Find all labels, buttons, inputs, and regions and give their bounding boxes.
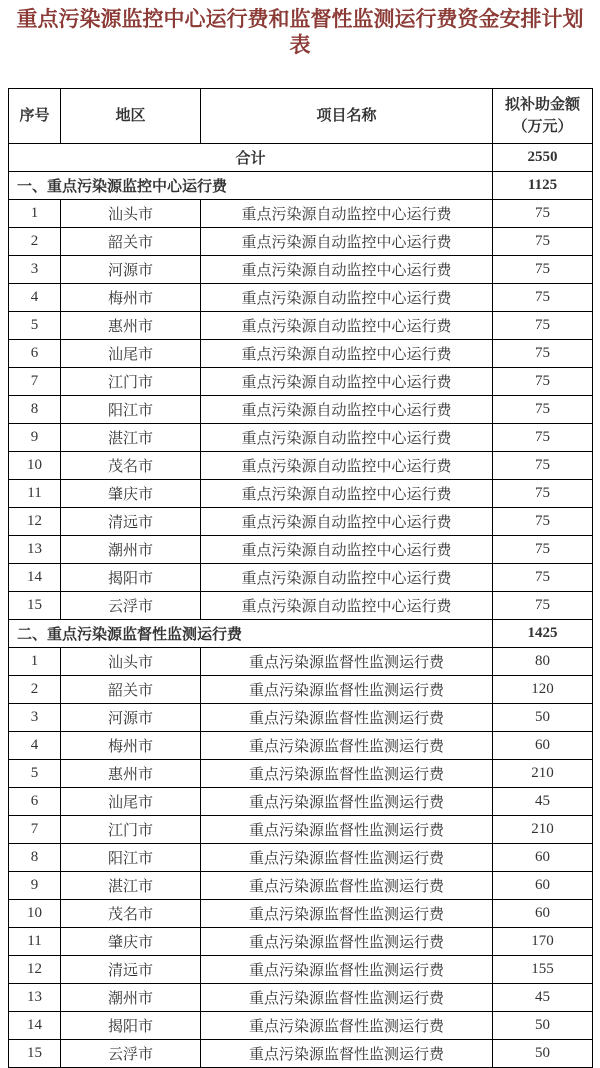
cell-no: 5 [9,760,61,788]
section-label: 一、重点污染源监控中心运行费 [9,172,493,200]
table-row [9,648,593,676]
table-row [9,732,593,760]
table-row [9,592,593,620]
cell-project: 重点污染源监督性监测运行费 [201,844,493,872]
table-row [9,900,593,928]
cell-project: 重点污染源监督性监测运行费 [201,928,493,956]
cell-no: 9 [9,424,61,452]
cell-project: 重点污染源监督性监测运行费 [201,816,493,844]
cell-region: 湛江市 [61,424,201,452]
cell-region: 潮州市 [61,536,201,564]
cell-project: 重点污染源监督性监测运行费 [201,1040,493,1068]
cell-region: 汕尾市 [61,340,201,368]
cell-project: 重点污染源监督性监测运行费 [201,788,493,816]
col-header-amount-line2: （万元） [512,119,573,135]
cell-project: 重点污染源监督性监测运行费 [201,648,493,676]
table-row [9,844,593,872]
cell-project: 重点污染源自动监控中心运行费 [201,508,493,536]
cell-no: 13 [9,536,61,564]
table-row [9,396,593,424]
cell-amount: 75 [493,536,593,564]
cell-region: 肇庆市 [61,928,201,956]
cell-region: 汕尾市 [61,788,201,816]
cell-amount: 60 [493,872,593,900]
cell-project: 重点污染源自动监控中心运行费 [201,200,493,228]
cell-project: 重点污染源自动监控中心运行费 [201,312,493,340]
cell-region: 汕头市 [61,200,201,228]
table-row [9,956,593,984]
cell-no: 4 [9,284,61,312]
cell-region: 潮州市 [61,984,201,1012]
cell-no: 13 [9,984,61,1012]
cell-region: 梅州市 [61,732,201,760]
cell-no: 10 [9,900,61,928]
funding-table [8,88,593,1068]
cell-no: 3 [9,256,61,284]
cell-no: 2 [9,228,61,256]
cell-region: 韶关市 [61,676,201,704]
section-row [9,172,593,200]
cell-amount: 75 [493,452,593,480]
cell-no: 14 [9,1012,61,1040]
cell-region: 韶关市 [61,228,201,256]
cell-amount: 75 [493,424,593,452]
cell-no: 14 [9,564,61,592]
cell-region: 清远市 [61,508,201,536]
total-row [9,144,593,172]
cell-region: 清远市 [61,956,201,984]
cell-project: 重点污染源监督性监测运行费 [201,872,493,900]
cell-project: 重点污染源监督性监测运行费 [201,1012,493,1040]
cell-project: 重点污染源自动监控中心运行费 [201,228,493,256]
col-header-no: 序号 [9,89,61,144]
cell-no: 15 [9,1040,61,1068]
cell-amount: 75 [493,284,593,312]
cell-amount: 120 [493,676,593,704]
cell-no: 8 [9,396,61,424]
cell-amount: 50 [493,1040,593,1068]
cell-amount: 75 [493,256,593,284]
cell-amount: 75 [493,508,593,536]
cell-amount: 170 [493,928,593,956]
page-title: 重点污染源监控中心运行费和监督性监测运行费资金安排计划表 [16,7,584,57]
cell-project: 重点污染源监督性监测运行费 [201,760,493,788]
cell-project: 重点污染源监督性监测运行费 [201,956,493,984]
cell-amount: 45 [493,984,593,1012]
cell-project: 重点污染源监督性监测运行费 [201,676,493,704]
section-amount: 1425 [493,620,593,648]
cell-region: 惠州市 [61,312,201,340]
total-amount: 2550 [493,144,593,172]
cell-amount: 80 [493,648,593,676]
cell-amount: 75 [493,564,593,592]
cell-region: 河源市 [61,256,201,284]
table-row [9,480,593,508]
table-row [9,256,593,284]
cell-region: 江门市 [61,368,201,396]
cell-region: 揭阳市 [61,564,201,592]
cell-amount: 50 [493,1012,593,1040]
section-row [9,620,593,648]
table-row [9,284,593,312]
section-amount: 1125 [493,172,593,200]
col-header-region: 地区 [61,89,201,144]
cell-no: 3 [9,704,61,732]
cell-region: 湛江市 [61,872,201,900]
cell-region: 云浮市 [61,1040,201,1068]
cell-no: 12 [9,956,61,984]
table-row [9,564,593,592]
cell-amount: 75 [493,200,593,228]
cell-amount: 75 [493,340,593,368]
table-row [9,928,593,956]
cell-region: 阳江市 [61,396,201,424]
table-row [9,816,593,844]
cell-amount: 75 [493,368,593,396]
cell-region: 茂名市 [61,900,201,928]
cell-project: 重点污染源自动监控中心运行费 [201,368,493,396]
cell-no: 7 [9,816,61,844]
table-row [9,1040,593,1068]
table-row [9,368,593,396]
cell-amount: 75 [493,312,593,340]
cell-amount: 75 [493,228,593,256]
cell-amount: 155 [493,956,593,984]
cell-no: 10 [9,452,61,480]
table-row [9,676,593,704]
cell-region: 梅州市 [61,284,201,312]
cell-no: 1 [9,200,61,228]
table-row [9,536,593,564]
cell-no: 5 [9,312,61,340]
table-row [9,340,593,368]
header-row [9,89,593,144]
col-header-amount [493,89,593,144]
cell-no: 2 [9,676,61,704]
cell-no: 9 [9,872,61,900]
table-row [9,424,593,452]
table-row [9,788,593,816]
cell-project: 重点污染源自动监控中心运行费 [201,480,493,508]
cell-project: 重点污染源监督性监测运行费 [201,984,493,1012]
table-row [9,312,593,340]
cell-project: 重点污染源自动监控中心运行费 [201,592,493,620]
cell-no: 11 [9,480,61,508]
cell-project: 重点污染源监督性监测运行费 [201,704,493,732]
cell-region: 肇庆市 [61,480,201,508]
table-header [9,89,593,144]
section-label: 二、重点污染源监督性监测运行费 [9,620,493,648]
cell-project: 重点污染源自动监控中心运行费 [201,284,493,312]
cell-project: 重点污染源自动监控中心运行费 [201,256,493,284]
table-row [9,704,593,732]
table-row [9,200,593,228]
cell-region: 惠州市 [61,760,201,788]
col-header-project: 项目名称 [201,89,493,144]
cell-region: 云浮市 [61,592,201,620]
cell-no: 1 [9,648,61,676]
cell-no: 11 [9,928,61,956]
cell-region: 茂名市 [61,452,201,480]
cell-amount: 75 [493,396,593,424]
cell-project: 重点污染源自动监控中心运行费 [201,564,493,592]
table-row [9,228,593,256]
cell-region: 揭阳市 [61,1012,201,1040]
cell-amount: 210 [493,760,593,788]
cell-region: 阳江市 [61,844,201,872]
cell-amount: 60 [493,900,593,928]
cell-no: 7 [9,368,61,396]
cell-project: 重点污染源自动监控中心运行费 [201,536,493,564]
cell-no: 6 [9,788,61,816]
cell-region: 河源市 [61,704,201,732]
cell-amount: 75 [493,480,593,508]
cell-no: 15 [9,592,61,620]
table-row [9,984,593,1012]
table-row [9,452,593,480]
cell-project: 重点污染源自动监控中心运行费 [201,340,493,368]
cell-amount: 210 [493,816,593,844]
cell-no: 8 [9,844,61,872]
cell-project: 重点污染源自动监控中心运行费 [201,424,493,452]
cell-project: 重点污染源自动监控中心运行费 [201,452,493,480]
table-row [9,872,593,900]
table-row [9,508,593,536]
cell-amount: 75 [493,592,593,620]
cell-no: 12 [9,508,61,536]
cell-no: 6 [9,340,61,368]
cell-region: 汕头市 [61,648,201,676]
table-body [9,144,593,1068]
cell-no: 4 [9,732,61,760]
cell-region: 江门市 [61,816,201,844]
table-row [9,1012,593,1040]
cell-project: 重点污染源监督性监测运行费 [201,900,493,928]
cell-amount: 60 [493,844,593,872]
cell-amount: 60 [493,732,593,760]
document-page [0,6,600,1068]
table-row [9,760,593,788]
cell-project: 重点污染源监督性监测运行费 [201,732,493,760]
total-label: 合计 [9,144,493,172]
col-header-amount-line1: 拟补助金额 [504,97,580,113]
cell-amount: 45 [493,788,593,816]
cell-project: 重点污染源自动监控中心运行费 [201,396,493,424]
cell-amount: 50 [493,704,593,732]
